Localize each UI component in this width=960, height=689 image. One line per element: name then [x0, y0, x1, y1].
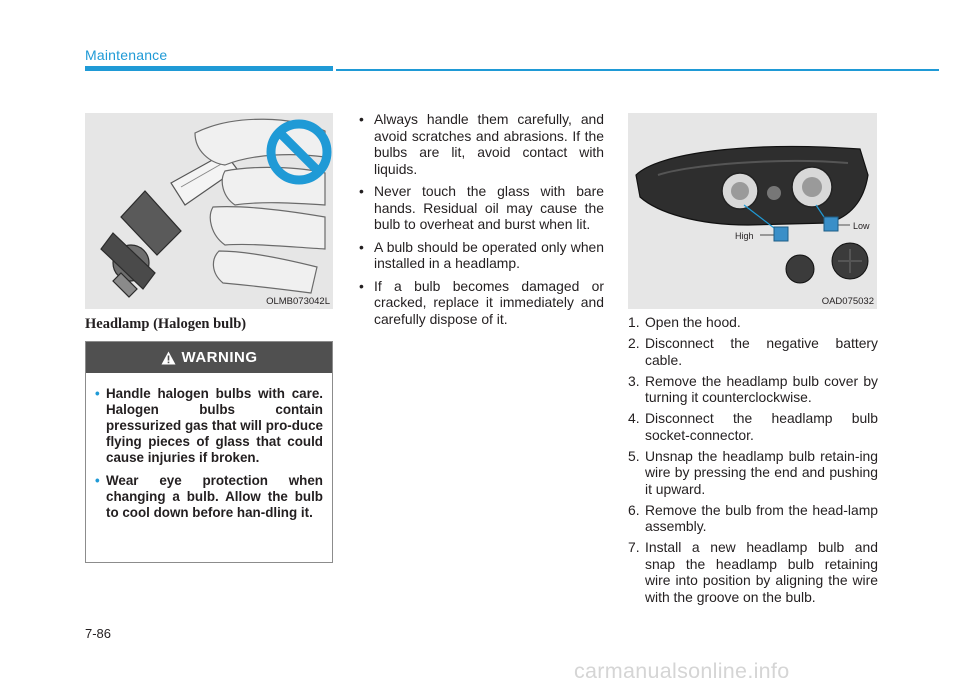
headlamp-assembly-figure [628, 113, 877, 309]
step-text: Disconnect the negative battery cable. [645, 335, 878, 368]
step-item [628, 373, 878, 406]
bullet-item: • Always handle them carefully, and avoid scratches and abrasions. If the bulbs are lit, avoid contact with liquids. [355, 111, 604, 177]
step-number: 5. [628, 447, 640, 464]
step-text: Unsnap the headlamp bulb retain-ing wire by pressing the end and pushing it upward. [645, 447, 878, 497]
step-item [628, 410, 878, 443]
step-number: 4. [628, 410, 640, 426]
warning-header [86, 342, 332, 373]
step-text: Remove the headlamp bulb cover by turning it counterclockwise. [645, 372, 878, 405]
step-number: 3. [628, 372, 640, 389]
header-rule-thick [85, 66, 333, 71]
page-number: 7-86 [85, 626, 112, 641]
warning-triangle-icon [161, 351, 176, 365]
bullet-item: • Never touch the glass with bare hands. Residual oil may cause the bulb to overheat and burst when lit. [355, 183, 604, 233]
section-title: Maintenance [85, 47, 168, 63]
watermark: carmanualsonline.info [574, 659, 790, 683]
halogen-bulb-figure [85, 113, 333, 309]
step-number: 7. [628, 539, 640, 555]
step-number: 6. [628, 501, 640, 518]
step-text: Disconnect the headlamp bulb socket-connector. [645, 410, 878, 443]
warning-item: • Wear eye protection when changing a bulb. Allow the bulb to cool down before han-dling it. [106, 473, 323, 521]
step-number: 1. [628, 314, 640, 330]
handling-bullets [355, 111, 604, 333]
step-text: Install a new headlamp bulb and snap the headlamp bulb retaining wire into position by aligning the wire with the groove on the bulb. [645, 539, 878, 605]
header-rule-thin [336, 69, 939, 71]
step-item [628, 335, 878, 368]
procedure-steps [628, 314, 878, 610]
section-heading: Headlamp (Halogen bulb) [85, 316, 247, 332]
bullet-item: • A bulb should be operated only when installed in a headlamp. [355, 239, 604, 272]
warning-box [85, 341, 333, 563]
step-text: Open the hood. [645, 314, 741, 330]
prohibited-sign-icon [265, 118, 333, 186]
step-item [628, 448, 878, 498]
figure-code: OLMB073042L [266, 296, 330, 307]
step-text: Remove the bulb from the head-lamp assembly. [645, 501, 878, 534]
figure-code: OAD075032 [821, 296, 874, 307]
bullet-item: • If a bulb becomes damaged or cracked, replace it immediately and carefully dispose of it. [355, 278, 604, 328]
step-number: 2. [628, 335, 640, 351]
label-low: Low [853, 221, 870, 231]
step-item [628, 539, 878, 605]
label-high: High [735, 231, 754, 241]
warning-list [86, 373, 332, 521]
warning-title: WARNING [181, 349, 258, 366]
warning-item: • Handle halogen bulbs with care. Halogen bulbs contain pressurized gas that will pro-duce flying pieces of glass that could cause injuries if broken. [106, 386, 323, 466]
step-item [628, 502, 878, 535]
headlamp-assembly-illustration [628, 113, 877, 309]
step-item [628, 314, 878, 331]
